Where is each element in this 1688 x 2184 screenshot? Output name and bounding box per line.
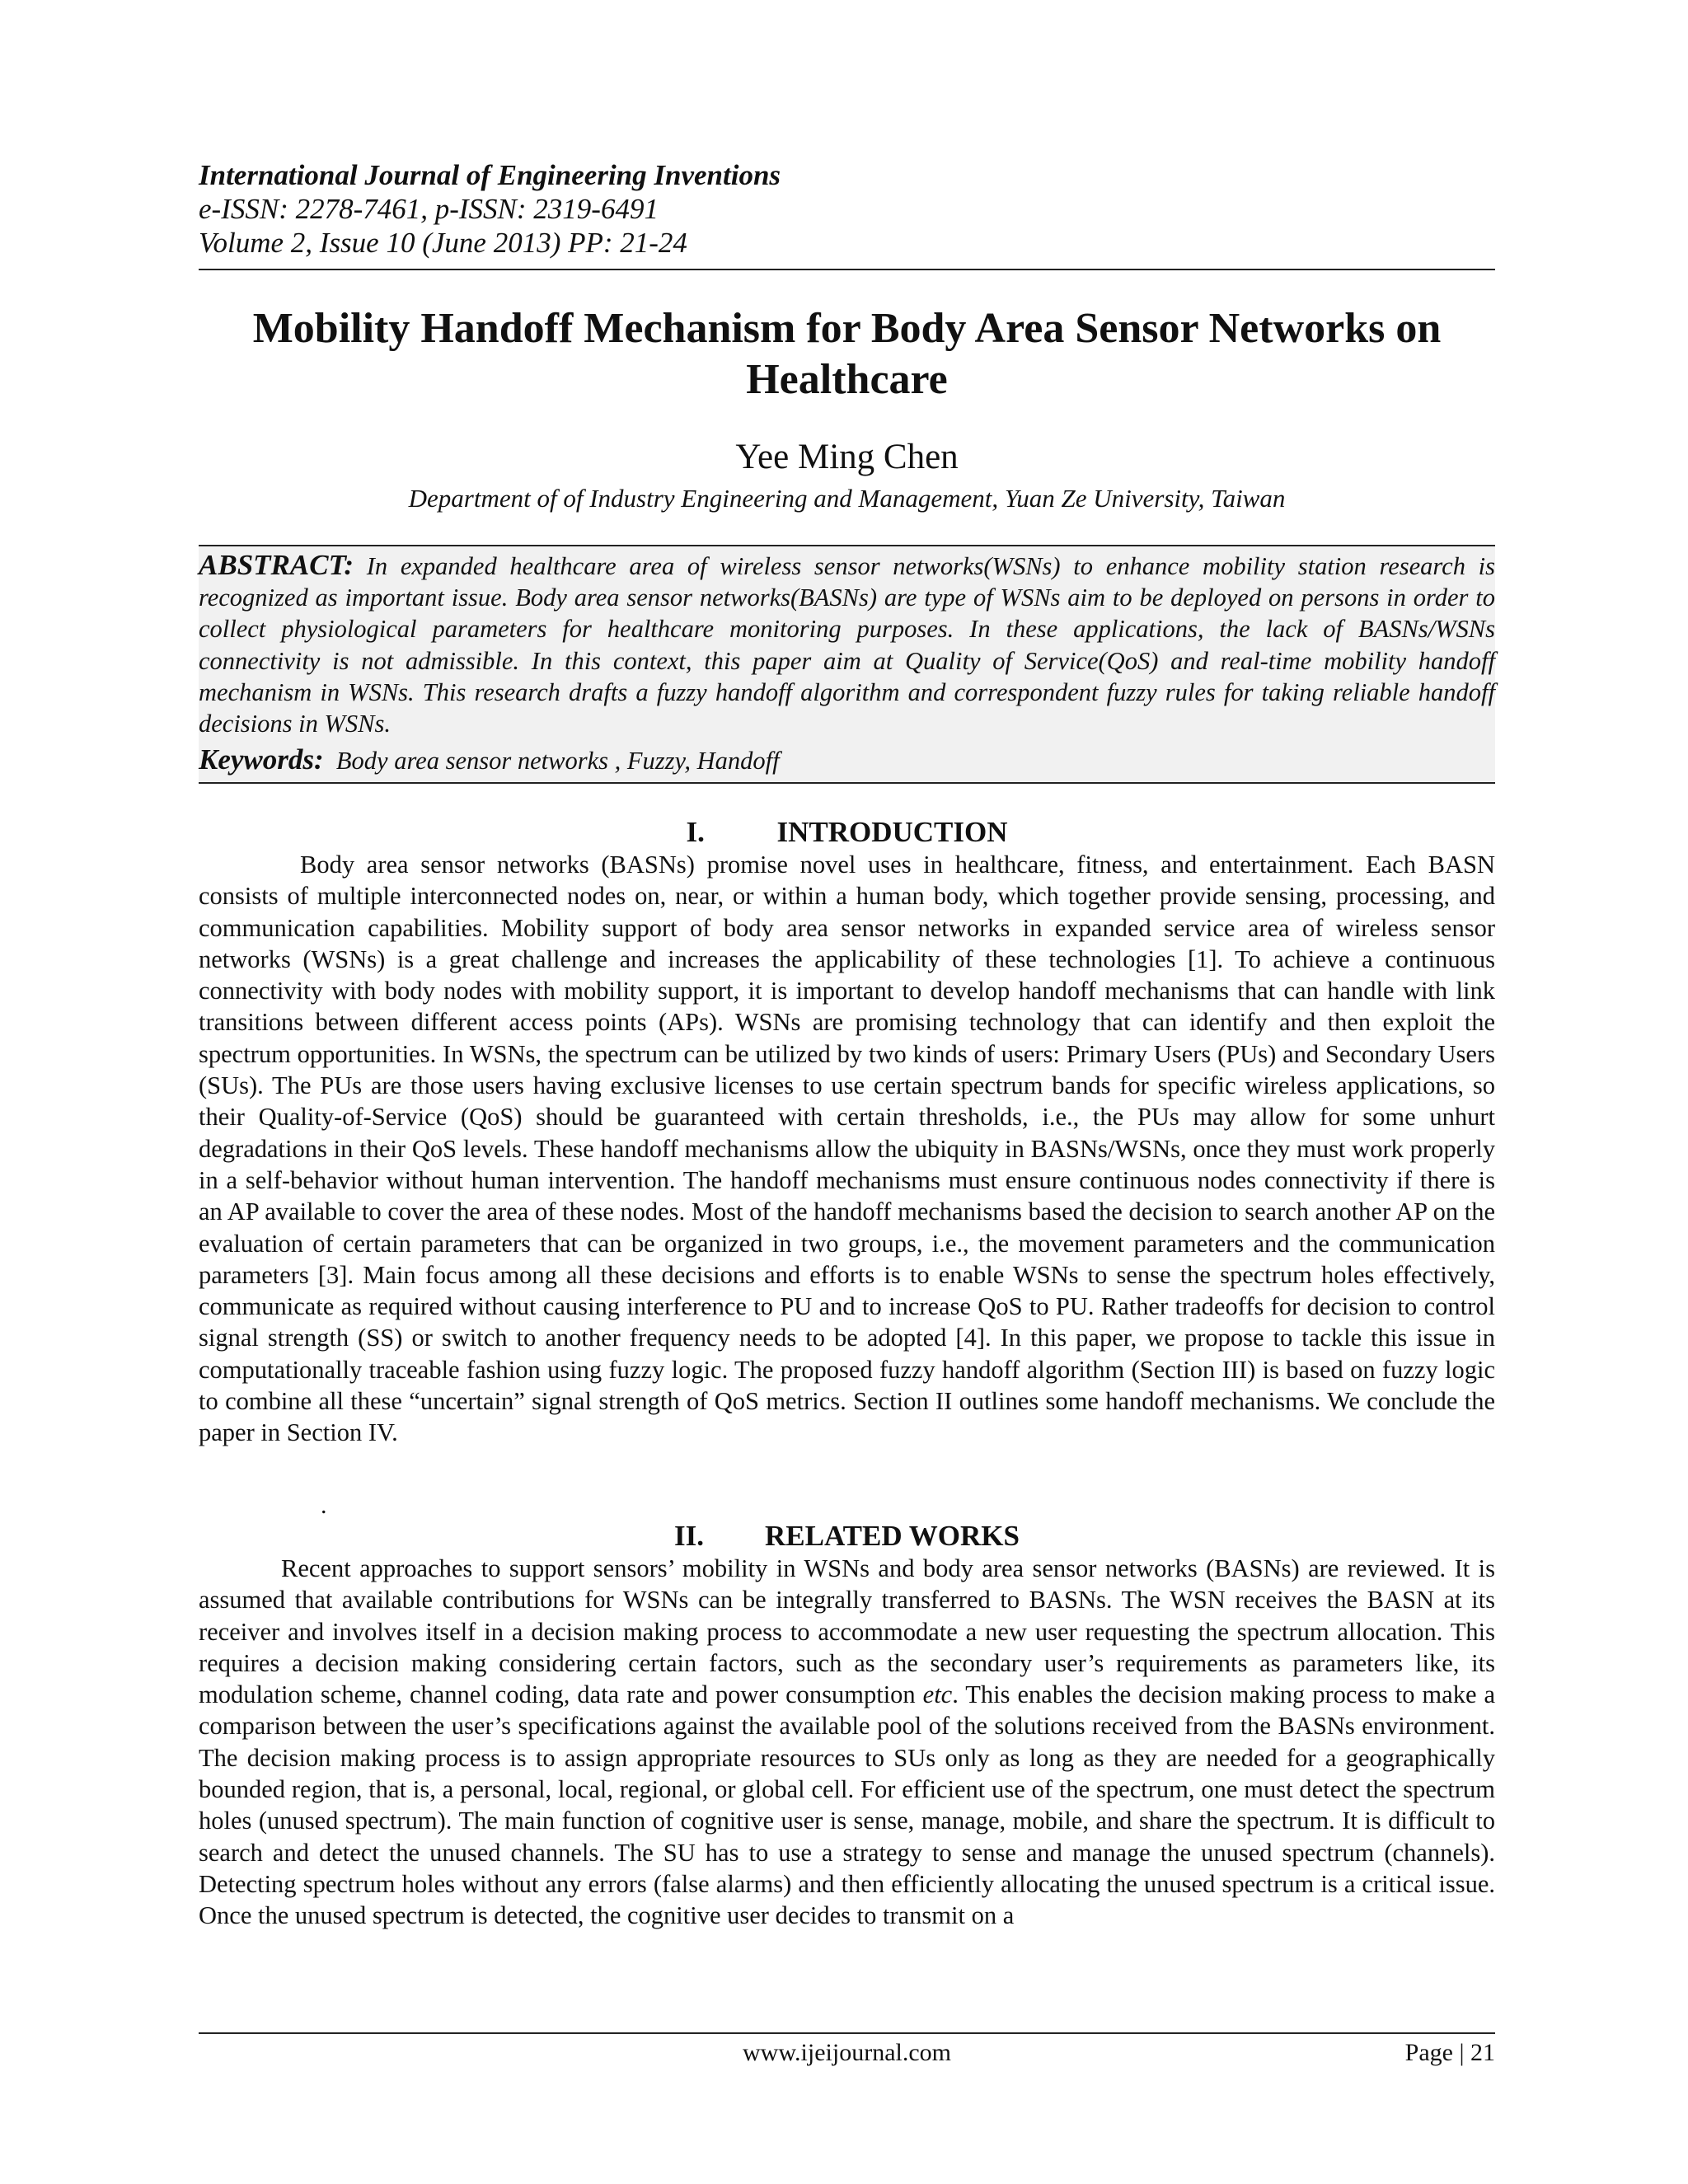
related-works-text-a: Recent approaches to support sensors’ mobility in WSNs and body area sensor networks (BASNs) are reviewed. It is assumed that available contributions for WSNs can be integrally transferred to BASNs. The WSN receives the BASN at its receiver and involves itself in a decision making process to accommodate a new user requesting the spectrum allocation. This requires a decision making considering certain factors, such as the secondary user’s requirements as parameters like, its modulation scheme, channel coding, data rate and power consumption [199,1554,1495,1709]
journal-volume: Volume 2, Issue 10 (June 2013) PP: 21-24 [199,227,687,259]
keywords-text: Body area sensor networks , Fuzzy, Handoff [335,747,780,775]
author-affiliation: Department of of Industry Engineering and Management, Yuan Ze University, Taiwan [408,484,1286,513]
abstract-label: ABSTRACT: [199,549,354,581]
keywords-label: Keywords: [199,743,324,776]
section-title: RELATED WORKS [765,1520,1020,1552]
section-number: II. [674,1520,705,1552]
etc-italic: etc [922,1680,953,1709]
header-rule [199,269,1495,270]
keywords [199,744,1495,776]
section-heading-related-works [199,1520,1495,1553]
footer-url: www.ijeijournal.com [743,2039,951,2066]
journal-header [199,158,781,260]
related-works-paragraph [199,1553,1495,1932]
introduction-paragraph: Body area sensor networks (BASNs) promise novel uses in healthcare, fitness, and entertainment. Each BASN consists of multiple interconnected nodes on, near, or within a human body, which together provide sensing, processing, and communication capabilities. Mobility support of body area sensor networks in expanded service area of wireless sensor networks (WSNs) is a great challenge and increases the applicability of these technologies [1]. To achieve a continuous connectivity with body nodes with mobility support, it is important to develop handoff mechanisms that can handle with link transitions between different access points (APs). WSNs are promising technology that can identify and then exploit the spectrum opportunities. In WSNs, the spectrum can be utilized by two kinds of users: Primary Users (PUs) and Secondary Users (SUs). The PUs are those users having exclusive licenses to use certain spectrum bands for specific wireless applications, so their Quality-of-Service (QoS) should be guaranteed with certain thresholds, i.e., the PUs may allow for some unhurt degradations in their QoS levels. These handoff mechanisms allow the ubiquity in BASNs/WSNs, once they must work properly in a self-behavior without human intervention. The handoff mechanisms must ensure continuous nodes connectivity if there is an AP available to cover the area of these nodes. Most of the handoff mechanisms based the decision to search another AP on the evaluation of certain parameters that can be organized in two groups, i.e., the movement parameters and the communication parameters [3]. Main focus among all these decisions and efforts is to enable WSNs to sense the spectrum holes effectively, communicate as required without causing interference to PU and to increase QoS to PU. Rather tradeoffs for decision to control signal strength (SS) or switch to another frequency needs to be adopted [4]. In this paper, we propose to tackle this issue in computationally traceable fashion using fuzzy logic. The proposed fuzzy handoff algorithm (Section III) is based on fuzzy logic to combine all these “uncertain” signal strength of QoS metrics. Section II outlines some handoff mechanisms. We conclude the paper in Section IV. [199,851,1495,1447]
footer-page-number: Page | 21 [1404,2039,1495,2066]
related-works-text-b: . This enables the decision making process to make a comparison between the user’s specifications against the available pool of the solutions received from the BASNs environment. The decision making process is to assign appropriate resources to SUs only as long as they are needed for a geographically bounded region, that is, a personal, local, regional, or global cell. For efficient use of the spectrum, one must detect the spectrum holes (unused spectrum). The main function of cognitive user is sense, manage, mobile, and share the spectrum. It is difficult to search and detect the unused channels. The SU has to use a strategy to sense and manage the unused spectrum (channels). Detecting spectrum holes without any errors (false alarms) and then efficiently allocating the unused spectrum is a critical issue. Once the unused spectrum is detected, the cognitive user decides to transmit on a [199,1680,1495,1930]
paper-title: Mobility Handoff Mechanism for Body Area Sensor Networks on Healthcare [252,305,1442,403]
journal-name: International Journal of Engineering Inventions [199,159,781,191]
footer-rule [199,2032,1495,2034]
abstract-text: In expanded healthcare area of wireless sensor networks(WSNs) to enhance mobility station research is recognized as important issue. Body area sensor networks(BASNs) are type of WSNs aim to be deployed on persons in order to collect physiological parameters for healthcare monitoring purposes. In these applications, the lack of BASNs/WSNs connectivity is not admissible. In this context, this paper aim at Quality of Service(QoS) and real-time mobility handoff mechanism in WSNs. This research drafts a fuzzy handoff algorithm and correspondent fuzzy rules for taking reliable handoff decisions in WSNs. [199,552,1495,738]
author-name: Yee Ming Chen [735,438,959,476]
paper-page [199,0,1495,2184]
section-number: I. [686,816,705,848]
section-title: INTRODUCTION [776,816,1008,848]
journal-issn: e-ISSN: 2278-7461, p-ISSN: 2319-6491 [199,193,659,225]
stray-mark: . [321,1492,327,1519]
abstract [199,550,1495,739]
section-heading-introduction [199,816,1495,849]
